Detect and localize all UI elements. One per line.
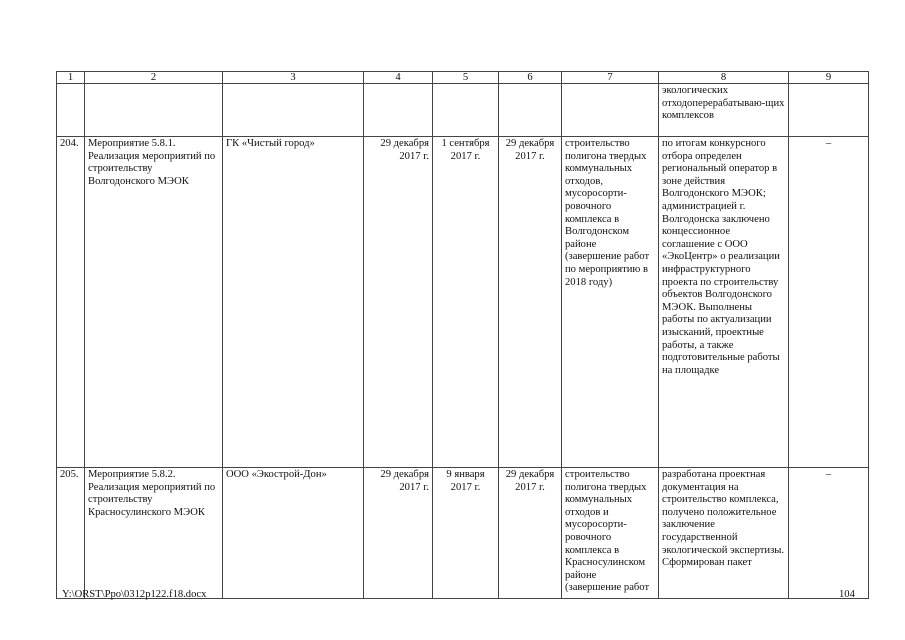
event-name: Мероприятие 5.8.2. Реализация мероприятий по строительству Красносулинского МЭОК (85, 468, 223, 599)
header-col-7: 7 (562, 72, 659, 84)
executor: ГК «Чистый город» (223, 137, 364, 468)
row-number: 204. (57, 137, 85, 468)
header-col-8: 8 (659, 72, 789, 84)
cell (57, 84, 85, 137)
cell (562, 84, 659, 137)
header-col-1: 1 (57, 72, 85, 84)
footer-file-path: Y:\ORST\Ppo\0312p122.f18.docx (62, 589, 207, 600)
page-number: 104 (839, 589, 855, 600)
continuation-actual-result: экологических отходоперерабатываю-щих комплексов (659, 84, 789, 137)
header-col-3: 3 (223, 72, 364, 84)
header-col-4: 4 (364, 72, 433, 84)
event-name: Мероприятие 5.8.1. Реализация мероприятий по строительству Волгодонского МЭОК (85, 137, 223, 468)
cell (433, 84, 499, 137)
cell (223, 84, 364, 137)
cell (364, 84, 433, 137)
header-col-2: 2 (85, 72, 223, 84)
planned-date: 29 декабря 2017 г. (364, 468, 433, 599)
header-col-6: 6 (499, 72, 562, 84)
header-col-5: 5 (433, 72, 499, 84)
column-number-header-row (57, 72, 869, 84)
continuation-row (57, 84, 869, 137)
cell (789, 84, 869, 137)
cell (499, 84, 562, 137)
problems: – (789, 468, 869, 599)
table-row (57, 137, 869, 468)
table-row (57, 468, 869, 599)
actual-start-date: 1 сентября 2017 г. (433, 137, 499, 468)
executor: ООО «Экострой-Дон» (223, 468, 364, 599)
actual-result: разработана проектная документация на строительство комплекса, получено положительное заключение государственной экологической экспертизы. Сформирован пакет (659, 468, 789, 599)
actual-start-date: 9 января 2017 г. (433, 468, 499, 599)
problems: – (789, 137, 869, 468)
actual-result: по итогам конкурсного отбора определен региональный оператор в зоне действия Волгодонского МЭОК; администрацией г. Волгодонска заключено концессионное соглашение с ООО «ЭкоЦентр» о реализации инфраструктурного проекта по строительству объектов Волгодонского МЭОК. Выполнены работы по актуализации изысканий, проектные работы, а также подготовительные работы на площадке (659, 137, 789, 468)
actual-end-date: 29 декабря 2017 г. (499, 137, 562, 468)
actual-end-date: 29 декабря 2017 г. (499, 468, 562, 599)
report-table (56, 71, 869, 599)
cell (85, 84, 223, 137)
header-col-9: 9 (789, 72, 869, 84)
planned-date: 29 декабря 2017 г. (364, 137, 433, 468)
expected-result: строительство полигона твердых коммунальных отходов, мусоросорти-ровочного комплекса в Волгодонском районе (завершение работ по мероприятию в 2018 году) (562, 137, 659, 468)
row-number: 205. (57, 468, 85, 599)
expected-result: строительство полигона твердых коммунальных отходов и мусоросорти-ровочного комплекса в Красносулинском районе (завершение работ (562, 468, 659, 599)
